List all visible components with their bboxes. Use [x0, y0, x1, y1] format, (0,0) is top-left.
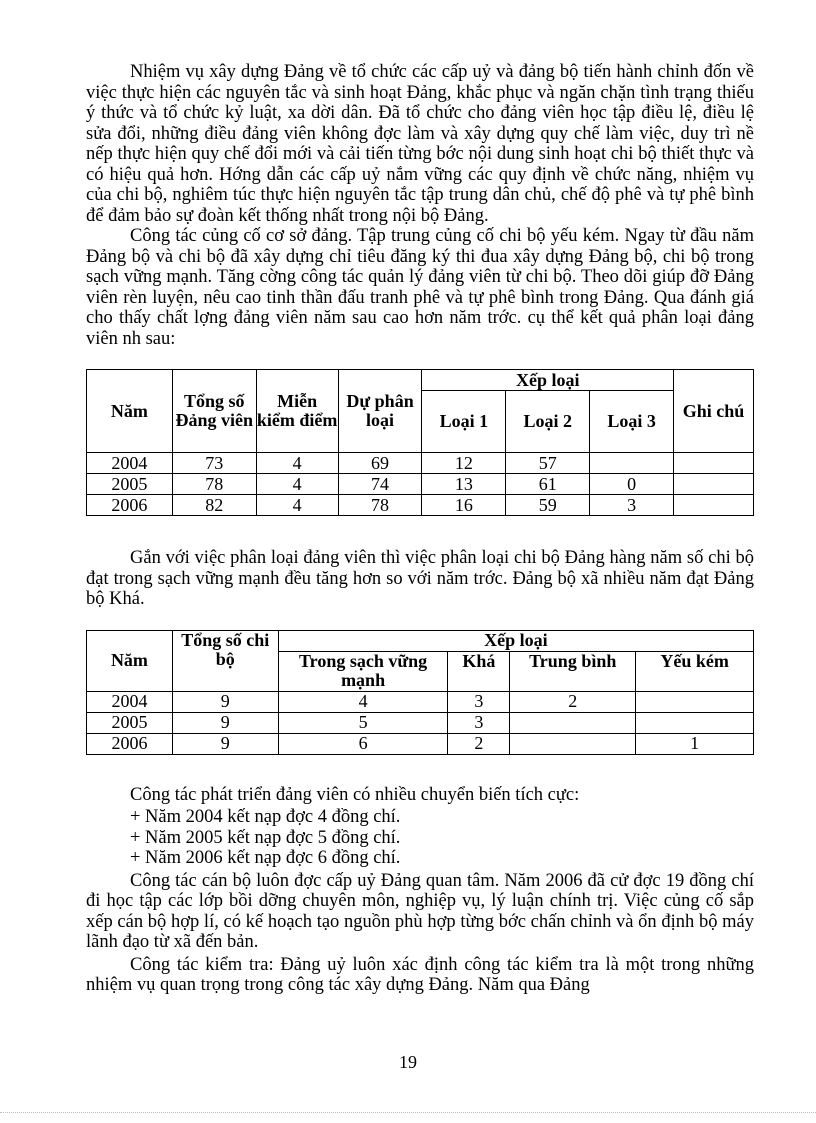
branch-classification-table [86, 630, 754, 755]
header-tong-so: Tổng số Đảng viên [172, 370, 256, 453]
cell-total: 9 [172, 712, 278, 733]
cell-classified: 78 [338, 495, 422, 516]
cell-total: 9 [172, 733, 278, 754]
document-page [86, 62, 754, 996]
cell-average: 2 [510, 691, 636, 712]
cell-weak: 1 [636, 733, 754, 754]
table-row [87, 474, 754, 495]
cell-good: 2 [448, 733, 510, 754]
header-xep-loai: Xếp loại [422, 370, 674, 391]
admission-list [86, 807, 754, 869]
cell-average [510, 733, 636, 754]
cell-good: 3 [448, 712, 510, 733]
cell-note [674, 474, 754, 495]
cell-weak [636, 712, 754, 733]
cell-exempt: 4 [256, 495, 338, 516]
cell-good: 3 [448, 691, 510, 712]
table-row [87, 691, 754, 712]
paragraph-inspection-work: Công tác kiểm tra: Đảng uỷ luôn xác định công tác kiểm tra là một trong những nhiệm vụ quan trọng trong công tác xây dựng Đảng. Năm qua Đảng [86, 954, 754, 995]
cell-classified: 74 [338, 474, 422, 495]
cell-type-2: 57 [506, 453, 590, 474]
header-xep-loai: Xếp loại [278, 630, 753, 651]
cell-total: 73 [172, 453, 256, 474]
table-row [87, 733, 754, 754]
cell-strong: 4 [278, 691, 448, 712]
header-tong-so-chi-bo: Tổng số chi bộ [172, 630, 278, 691]
cell-strong: 6 [278, 733, 448, 754]
cell-year: 2005 [87, 474, 173, 495]
header-trung-binh: Trung bình [510, 651, 636, 691]
page-number: 19 [399, 1052, 417, 1072]
header-kha: Khá [448, 651, 510, 691]
cell-year: 2004 [87, 453, 173, 474]
paragraph-branch-classification: Gắn với việc phân loại đảng viên thì việc phân loại chi bộ Đảng hàng năm số chi bộ đạt trong sạch vững mạnh đều tăng hơn so với năm trớc. Đảng bộ xã nhiều năm đạt Đảng bộ Khá. [86, 548, 754, 609]
cell-year: 2004 [87, 691, 173, 712]
cell-year: 2005 [87, 712, 173, 733]
cell-type-1: 12 [422, 453, 506, 474]
header-nam: Năm [87, 370, 173, 453]
paragraph-member-development: Công tác phát triển đảng viên có nhiều chuyển biến tích cực: [130, 784, 580, 805]
header-loai-2: Loại 2 [506, 391, 590, 453]
cell-year: 2006 [87, 495, 173, 516]
list-item: + Năm 2006 kết nạp đợc 6 đồng chí. [130, 848, 401, 868]
cell-type-1: 13 [422, 474, 506, 495]
header-ghi-chu: Ghi chú [674, 370, 754, 453]
cell-total: 9 [172, 691, 278, 712]
cell-exempt: 4 [256, 453, 338, 474]
paragraph-grassroots: Công tác củng cố cơ sở đảng. Tập trung củng cố chi bộ yếu kém. Ngay từ đầu năm Đảng bộ và chi bộ đã xây dựng chỉ tiêu đăng ký thi đua xây dựng Đảng bộ, chi bộ trong sạch vững mạnh. Tăng cờng công tác quản lý đảng viên từ chi bộ. Theo dõi giúp đỡ Đảng viên rèn luyện, nêu cao tinh thần đấu tranh phê và tự phê bình trong Đảng. Qua đánh giá cho thấy chất lợng đảng viên năm sau cao hơn năm trớc. cụ thể kết quả phân loại đảng viên nh sau: [86, 226, 754, 349]
header-du: Dự phân loại [338, 370, 422, 453]
table-row [87, 495, 754, 516]
header-trong-sach: Trong sạch vững mạnh [278, 651, 448, 691]
cell-note [674, 453, 754, 474]
member-classification-table [86, 369, 754, 516]
paragraph-cadre-work: Công tác cán bộ luôn đợc cấp uỷ Đảng quan tâm. Năm 2006 đã cử đợc 19 đồng chí đi học tập các lớp bồi dỡng chuyên môn, nghiệp vụ, lý luận chính trị. Việc củng cố sắp xếp cán bộ hợp lí, có kế hoạch tạo nguồn phù hợp từng bớc chấn chỉnh và ổn định bộ máy lãnh đạo từ xã đến bản. [86, 870, 754, 952]
cell-average [510, 712, 636, 733]
cell-type-2: 61 [506, 474, 590, 495]
cell-total: 82 [172, 495, 256, 516]
cell-type-3 [590, 453, 674, 474]
table-row [87, 453, 754, 474]
header-nam: Năm [87, 630, 173, 691]
header-loai-3: Loại 3 [590, 391, 674, 453]
cell-note [674, 495, 754, 516]
header-mien: Miễn kiểm điểm [256, 370, 338, 453]
header-loai-1: Loại 1 [422, 391, 506, 453]
cell-strong: 5 [278, 712, 448, 733]
paragraph-party-building: Nhiệm vụ xây dựng Đảng về tổ chức các cấp uỷ và đảng bộ tiến hành chỉnh đốn về việc thực hiện các nguyên tắc và sinh hoạt Đảng, khắc phục và ngăn chặn tình trạng thiếu ý thức và tổ chức kỷ luật, xa dời dân. Đã tổ chức cho đảng viên học tập điều lệ, điều lệ sửa đổi, những điều đảng viên không đợc làm và xây dựng quy chế làm việc, duy trì nề nếp thực hiện quy chế đổi mới và cải tiến từng bớc nội dung sinh hoạt chi bộ thiết thực và có hiệu quả hơn. Hớng dẫn các cấp uỷ nắm vững các quy định về chức năng, nhiệm vụ của chi bộ, nghiêm túc thực hiện nguyên tắc tập trung dân chủ, chế độ phê và tự phê bình để đảm bảo sự đoàn kết thống nhất trong nội bộ Đảng. [86, 62, 754, 226]
page-bottom-divider [0, 1112, 816, 1113]
table-row [87, 712, 754, 733]
cell-type-3: 0 [590, 474, 674, 495]
list-item: + Năm 2004 kết nạp đợc 4 đồng chí. [130, 807, 401, 827]
cell-exempt: 4 [256, 474, 338, 495]
cell-type-1: 16 [422, 495, 506, 516]
cell-type-2: 59 [506, 495, 590, 516]
cell-type-3: 3 [590, 495, 674, 516]
cell-year: 2006 [87, 733, 173, 754]
cell-weak [636, 691, 754, 712]
header-yeu-kem: Yếu kém [636, 651, 754, 691]
list-item: + Năm 2005 kết nạp đợc 5 đồng chí. [130, 827, 401, 848]
cell-total: 78 [172, 474, 256, 495]
cell-classified: 69 [338, 453, 422, 474]
